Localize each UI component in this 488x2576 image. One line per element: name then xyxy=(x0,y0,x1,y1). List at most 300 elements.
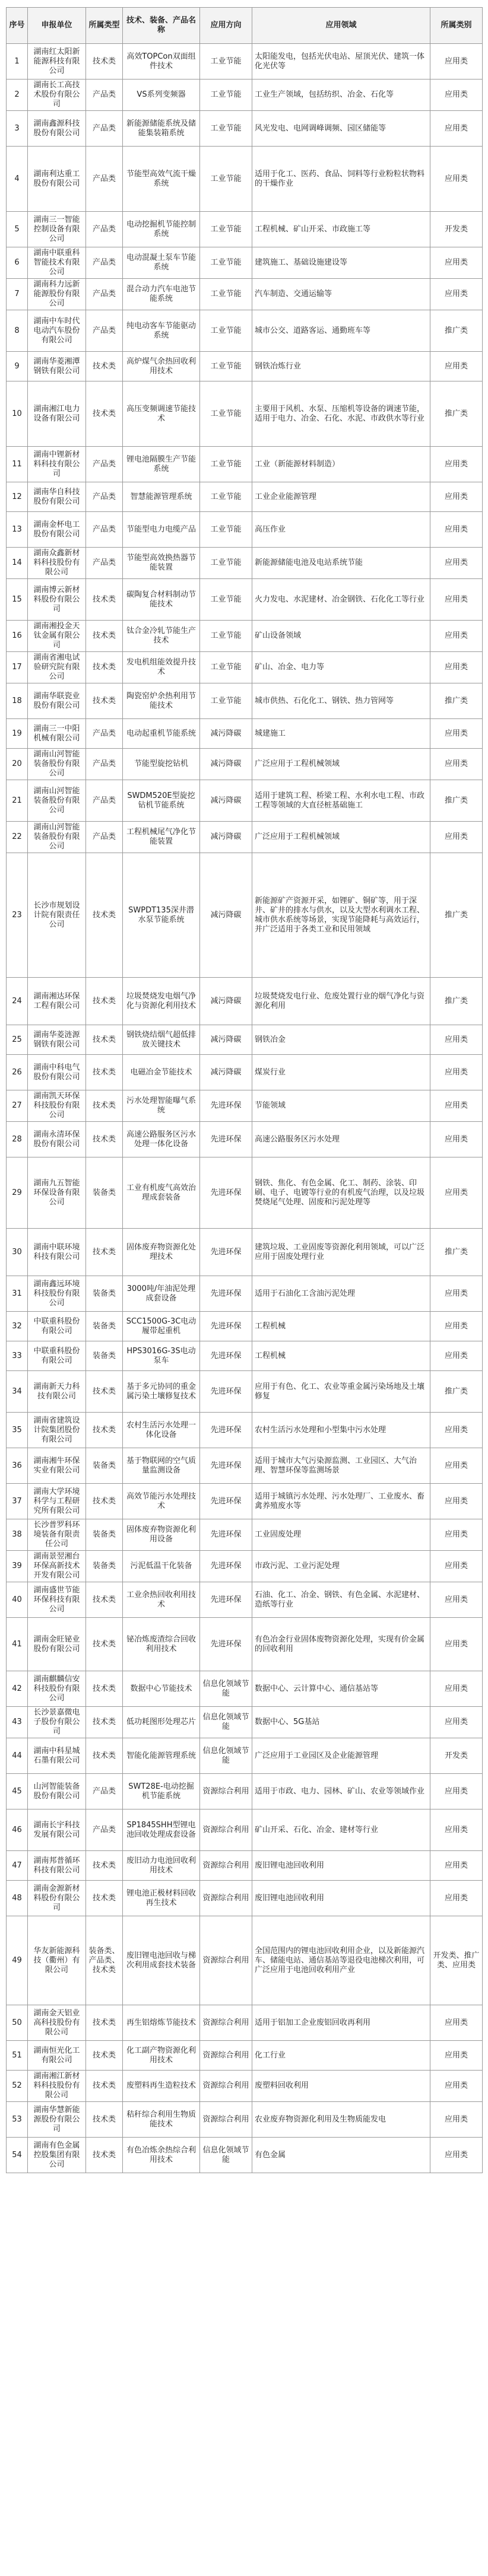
name-cell: 高炉煤气余热回收利用技术 xyxy=(123,352,200,381)
unit-cell: 中联重科股份有限公司 xyxy=(28,1341,86,1371)
name-cell: 节能型旋挖钻机 xyxy=(123,749,200,780)
direction-cell: 资源综合利用 xyxy=(200,2005,252,2041)
table-row xyxy=(7,44,483,79)
promo-cell: 应用类 xyxy=(430,352,483,381)
field-cell: 全国范围内的锂电池回收利用企业，以及新能源汽车、储能电站、通信基站等退役电池梯次利用，可广泛应用于电池回收利用产业 xyxy=(252,1916,430,2005)
seq-cell: 54 xyxy=(7,2138,28,2173)
promo-cell: 推广类 xyxy=(430,1229,483,1276)
promo-cell: 推广类 xyxy=(430,780,483,822)
name-cell: 高压变频调速节能技术 xyxy=(123,381,200,447)
field-cell: 有色冶金行业固体废物资源化处理，实现有价金属的回收利用 xyxy=(252,1618,430,1671)
name-cell: 3000吨/年油泥处理成套设备 xyxy=(123,1276,200,1312)
table-row xyxy=(7,780,483,822)
promo-cell: 推广类 xyxy=(430,683,483,719)
seq-cell: 43 xyxy=(7,1707,28,1738)
table-row xyxy=(7,1484,483,1519)
seq-cell: 44 xyxy=(7,1738,28,1774)
direction-cell: 工业节能 xyxy=(200,247,252,279)
name-cell: 有色冶炼余热综合利用技术 xyxy=(123,2138,200,2173)
direction-cell: 工业节能 xyxy=(200,512,252,548)
table-row xyxy=(7,1229,483,1276)
category-cell: 产品类 xyxy=(86,212,123,247)
direction-cell: 工业节能 xyxy=(200,111,252,147)
unit-cell: 湖南山河智能装备股份有限公司 xyxy=(28,780,86,822)
table-row xyxy=(7,822,483,853)
table-row xyxy=(7,1157,483,1229)
direction-cell: 工业节能 xyxy=(200,447,252,482)
field-cell: 太阳能发电，包括光伏电站、屋顶光伏、建筑一体化光伏等 xyxy=(252,44,430,79)
unit-cell: 中联重科股份有限公司 xyxy=(28,1312,86,1341)
seq-cell: 16 xyxy=(7,621,28,652)
field-cell: 节能领域 xyxy=(252,1090,430,1122)
table-row xyxy=(7,1448,483,1484)
seq-cell: 13 xyxy=(7,512,28,548)
category-cell: 技术类 xyxy=(86,1090,123,1122)
field-cell: 新能源储能电池及电站系统节能 xyxy=(252,548,430,579)
seq-cell: 29 xyxy=(7,1157,28,1229)
unit-cell: 湖南省湘电试验研究院有限公司 xyxy=(28,652,86,683)
category-cell: 产品类 xyxy=(86,1774,123,1809)
field-cell: 有色金属 xyxy=(252,2138,430,2173)
category-cell: 技术类 xyxy=(86,652,123,683)
seq-cell: 21 xyxy=(7,780,28,822)
unit-cell: 湖南利达重工股份有限公司 xyxy=(28,147,86,212)
seq-cell: 11 xyxy=(7,447,28,482)
promo-cell: 应用类 xyxy=(430,2071,483,2102)
category-cell: 产品类 xyxy=(86,147,123,212)
unit-cell: 湖南中联重科智能技术有限公司 xyxy=(28,247,86,279)
seq-cell: 41 xyxy=(7,1618,28,1671)
unit-cell: 湖南华菱涟源钢铁有限公司 xyxy=(28,1025,86,1055)
unit-cell: 湖南邦普循环科技有限公司 xyxy=(28,1851,86,1881)
field-cell: 新能源矿产资源开采，如锂矿、铜矿等，用于深井、矿井的排水与供水，以及大型水利调水工程、城市供水系统等场景，实现节能降耗与高效运行，并广泛适用于各类工业和民用领域 xyxy=(252,853,430,978)
field-cell: 废塑料回收利用 xyxy=(252,2071,430,2102)
field-cell: 城市公交、道路客运、通勤班车等 xyxy=(252,310,430,352)
field-cell: 工程机械 xyxy=(252,1341,430,1371)
direction-cell: 减污降碳 xyxy=(200,1055,252,1090)
seq-cell: 36 xyxy=(7,1448,28,1484)
table-row xyxy=(7,1851,483,1881)
unit-cell: 湖南麒麟信安科技股份有限公司 xyxy=(28,1671,86,1707)
table-row xyxy=(7,1582,483,1618)
table-row xyxy=(7,1341,483,1371)
category-cell: 技术类 xyxy=(86,1671,123,1707)
promo-cell: 应用类 xyxy=(430,1809,483,1851)
category-cell: 产品类 xyxy=(86,279,123,310)
field-cell: 工业（新能源材料制造） xyxy=(252,447,430,482)
field-cell: 矿山、冶金、电力等 xyxy=(252,652,430,683)
direction-cell: 信息化领域节能 xyxy=(200,1738,252,1774)
promo-cell: 应用类 xyxy=(430,1551,483,1582)
table-row xyxy=(7,310,483,352)
unit-cell: 湖南科力远新能源股份有限公司 xyxy=(28,279,86,310)
direction-cell: 先进环保 xyxy=(200,1448,252,1484)
category-cell: 产品类 xyxy=(86,548,123,579)
category-cell: 产品类 xyxy=(86,749,123,780)
table-row xyxy=(7,212,483,247)
seq-cell: 25 xyxy=(7,1025,28,1055)
name-cell: SP1845SHH型锂电池回收处理成套设备 xyxy=(123,1809,200,1851)
promo-cell: 应用类 xyxy=(430,1448,483,1484)
field-cell: 广泛应用于工程机械领域 xyxy=(252,749,430,780)
name-cell: 锂电池正极材料回收再生技术 xyxy=(123,1881,200,1916)
field-cell: 风光发电、电网调峰调频、园区储能等 xyxy=(252,111,430,147)
unit-cell: 湖南金源新材料股份有限公司 xyxy=(28,1881,86,1916)
direction-cell: 减污降碳 xyxy=(200,780,252,822)
direction-cell: 信息化领域节能 xyxy=(200,2138,252,2173)
direction-cell: 工业节能 xyxy=(200,579,252,621)
direction-cell: 先进环保 xyxy=(200,1519,252,1551)
category-cell: 技术类 xyxy=(86,1025,123,1055)
table-row xyxy=(7,447,483,482)
name-cell: 固体废弃物资源化处理技术 xyxy=(123,1229,200,1276)
promo-cell: 应用类 xyxy=(430,1851,483,1881)
seq-cell: 17 xyxy=(7,652,28,683)
table-row xyxy=(7,147,483,212)
table-row xyxy=(7,2071,483,2102)
promo-cell: 应用类 xyxy=(430,279,483,310)
name-cell: SCC1500G-3C电动履带起重机 xyxy=(123,1312,200,1341)
table-row xyxy=(7,1671,483,1707)
seq-cell: 22 xyxy=(7,822,28,853)
name-cell: 钛合金冷轧节能生产技术 xyxy=(123,621,200,652)
direction-cell: 减污降碳 xyxy=(200,1025,252,1055)
header-name: 技术、装备、产品名称 xyxy=(123,8,200,44)
seq-cell: 45 xyxy=(7,1774,28,1809)
seq-cell: 4 xyxy=(7,147,28,212)
name-cell: 锂电池隔膜生产节能系统 xyxy=(123,447,200,482)
table-row xyxy=(7,1774,483,1809)
unit-cell: 湖南中科星城石墨有限公司 xyxy=(28,1738,86,1774)
field-cell: 市政污泥、工业污泥处理 xyxy=(252,1551,430,1582)
name-cell: 废旧动力电池回收利用技术 xyxy=(123,1851,200,1881)
unit-cell: 湖南中联环境科技有限公司 xyxy=(28,1229,86,1276)
name-cell: 高效TOPCon双面组件技术 xyxy=(123,44,200,79)
direction-cell: 工业节能 xyxy=(200,381,252,447)
promo-cell: 应用类 xyxy=(430,1025,483,1055)
category-cell: 技术类 xyxy=(86,579,123,621)
category-cell: 技术类 xyxy=(86,1413,123,1448)
seq-cell: 15 xyxy=(7,579,28,621)
promo-cell: 应用类 xyxy=(430,147,483,212)
seq-cell: 26 xyxy=(7,1055,28,1090)
table-row xyxy=(7,1618,483,1671)
table-row xyxy=(7,352,483,381)
table-row xyxy=(7,79,483,111)
seq-cell: 42 xyxy=(7,1671,28,1707)
seq-cell: 34 xyxy=(7,1371,28,1413)
table-row xyxy=(7,279,483,310)
category-cell: 技术类 xyxy=(86,1582,123,1618)
name-cell: 化工副产物资源化利用技术 xyxy=(123,2041,200,2071)
promo-cell: 推广类 xyxy=(430,853,483,978)
table-row xyxy=(7,1551,483,1582)
name-cell: 高速公路服务区污水处理一体化设备 xyxy=(123,1122,200,1157)
promo-cell: 应用类 xyxy=(430,1484,483,1519)
field-cell: 适用于铝加工企业废铝回收再利用 xyxy=(252,2005,430,2041)
category-cell: 技术类 xyxy=(86,978,123,1025)
promo-cell: 应用类 xyxy=(430,1582,483,1618)
table-row xyxy=(7,978,483,1025)
seq-cell: 3 xyxy=(7,111,28,147)
field-cell: 广泛应用于工业园区及企业能源管理 xyxy=(252,1738,430,1774)
table-row xyxy=(7,749,483,780)
category-cell: 技术类 xyxy=(86,683,123,719)
unit-cell: 湖南大学环境科学与工程研究所有限公司 xyxy=(28,1484,86,1519)
field-cell: 广泛应用于工程机械领域 xyxy=(252,822,430,853)
seq-cell: 31 xyxy=(7,1276,28,1312)
category-cell: 装备类 xyxy=(86,1312,123,1341)
unit-cell: 湖南长宇科技发展有限公司 xyxy=(28,1809,86,1851)
name-cell: 再生铝熔炼节能技术 xyxy=(123,2005,200,2041)
name-cell: 电动挖掘机节能控制系统 xyxy=(123,212,200,247)
field-cell: 高速公路服务区污水处理 xyxy=(252,1122,430,1157)
header-unit: 申报单位 xyxy=(28,8,86,44)
direction-cell: 工业节能 xyxy=(200,683,252,719)
unit-cell: 湖南景翌湘台环保高新技术开发有限公司 xyxy=(28,1551,86,1582)
promo-cell: 应用类 xyxy=(430,482,483,512)
unit-cell: 湖南湘江新材料科技股份有限公司 xyxy=(28,2071,86,2102)
promo-cell: 应用类 xyxy=(430,512,483,548)
field-cell: 主要用于风机、水泵、压缩机等设备的调速节能，适用于电力、冶金、石化、水泥、市政供水等行业 xyxy=(252,381,430,447)
name-cell: SWDM520E型旋挖钻机节能系统 xyxy=(123,780,200,822)
direction-cell: 先进环保 xyxy=(200,1484,252,1519)
promo-cell: 应用类 xyxy=(430,1519,483,1551)
field-cell: 垃圾焚烧发电行业、危废处置行业的烟气净化与资源化利用 xyxy=(252,978,430,1025)
unit-cell: 湖南众鑫新材料科技股份有限公司 xyxy=(28,548,86,579)
seq-cell: 9 xyxy=(7,352,28,381)
unit-cell: 长沙景嘉微电子股份有限公司 xyxy=(28,1707,86,1738)
direction-cell: 减污降碳 xyxy=(200,853,252,978)
promo-cell: 应用类 xyxy=(430,1671,483,1707)
direction-cell: 工业节能 xyxy=(200,147,252,212)
field-cell: 建筑垃圾、工业固废等资源化利用领域，可以广泛应用于固废处理行业 xyxy=(252,1229,430,1276)
table-row xyxy=(7,1707,483,1738)
seq-cell: 30 xyxy=(7,1229,28,1276)
seq-cell: 38 xyxy=(7,1519,28,1551)
seq-cell: 52 xyxy=(7,2071,28,2102)
category-cell: 技术类 xyxy=(86,381,123,447)
table-row xyxy=(7,1809,483,1851)
promo-cell: 开发类 xyxy=(430,1738,483,1774)
category-cell: 技术类 xyxy=(86,1851,123,1881)
name-cell: 基于物联网的空气质量监测设备 xyxy=(123,1448,200,1484)
promo-cell: 开发类、推广类、应用类 xyxy=(430,1916,483,2005)
unit-cell: 湖南三一智能控制设备有限公司 xyxy=(28,212,86,247)
name-cell: 固体废弃物资源化利用设备 xyxy=(123,1519,200,1551)
table-row xyxy=(7,247,483,279)
seq-cell: 39 xyxy=(7,1551,28,1582)
direction-cell: 工业节能 xyxy=(200,352,252,381)
direction-cell: 资源综合利用 xyxy=(200,1774,252,1809)
field-cell: 适用于化工、医药、食品、饲料等行业粉粒状物料的干燥作业 xyxy=(252,147,430,212)
table-row xyxy=(7,621,483,652)
category-cell: 技术类 xyxy=(86,2005,123,2041)
seq-cell: 51 xyxy=(7,2041,28,2071)
unit-cell: 湖南三一中阳机械有限公司 xyxy=(28,719,86,749)
category-cell: 产品类 xyxy=(86,512,123,548)
seq-cell: 40 xyxy=(7,1582,28,1618)
promo-cell: 应用类 xyxy=(430,822,483,853)
field-cell: 城建施工 xyxy=(252,719,430,749)
name-cell: 节能型高效换热器节能装置 xyxy=(123,548,200,579)
field-cell: 石油、化工、冶金、钢铁、有色金属、水泥建材、造纸等行业 xyxy=(252,1582,430,1618)
direction-cell: 工业节能 xyxy=(200,279,252,310)
unit-cell: 湖南鑫远环境科技股份有限公司 xyxy=(28,1276,86,1312)
header-promo: 所属类别 xyxy=(430,8,483,44)
unit-cell: 湖南恒光化工有限公司 xyxy=(28,2041,86,2071)
unit-cell: 湖南中锂新材料科技有限公司 xyxy=(28,447,86,482)
promo-cell: 应用类 xyxy=(430,1341,483,1371)
unit-cell: 湖南华自科技股份有限公司 xyxy=(28,482,86,512)
direction-cell: 先进环保 xyxy=(200,1276,252,1312)
unit-cell: 湖南凯天环保科技股份有限公司 xyxy=(28,1090,86,1122)
unit-cell: 湖南博云新材料股份有限公司 xyxy=(28,579,86,621)
table-row xyxy=(7,1122,483,1157)
promo-cell: 应用类 xyxy=(430,1276,483,1312)
category-cell: 产品类 xyxy=(86,1809,123,1851)
field-cell: 农村生活污水处理和小型集中污水处理 xyxy=(252,1413,430,1448)
name-cell: 数据中心节能技术 xyxy=(123,1671,200,1707)
category-cell: 技术类 xyxy=(86,1122,123,1157)
direction-cell: 减污降碳 xyxy=(200,978,252,1025)
name-cell: 电动起重机节能系统 xyxy=(123,719,200,749)
seq-cell: 27 xyxy=(7,1090,28,1122)
name-cell: SWT28E-电动挖掘机节能系统 xyxy=(123,1774,200,1809)
field-cell: 数据中心、云计算中心、通信基站等 xyxy=(252,1671,430,1707)
field-cell: 钢铁、焦化、有色金属、化工、制药、涂装、印刷、电子、电镀等行业的有机废气治理，以及垃圾焚烧尾气处理、固废和污泥处理等 xyxy=(252,1157,430,1229)
field-cell: 高压作业 xyxy=(252,512,430,548)
direction-cell: 减污降碳 xyxy=(200,822,252,853)
header-category: 所属类型 xyxy=(86,8,123,44)
category-cell: 技术类 xyxy=(86,2041,123,2071)
seq-cell: 7 xyxy=(7,279,28,310)
field-cell: 适用于城镇污水处理、污水处理厂、工业废水、畜禽养殖废水等 xyxy=(252,1484,430,1519)
category-cell: 装备类 xyxy=(86,1448,123,1484)
promo-cell: 应用类 xyxy=(430,1122,483,1157)
promo-cell: 应用类 xyxy=(430,1774,483,1809)
promo-cell: 应用类 xyxy=(430,548,483,579)
direction-cell: 先进环保 xyxy=(200,1371,252,1413)
category-cell: 技术类 xyxy=(86,1738,123,1774)
seq-cell: 37 xyxy=(7,1484,28,1519)
name-cell: 节能型电力电缆产品 xyxy=(123,512,200,548)
seq-cell: 28 xyxy=(7,1122,28,1157)
seq-cell: 10 xyxy=(7,381,28,447)
promo-cell: 应用类 xyxy=(430,1090,483,1122)
field-cell: 应用于有色、化工、农业等重金属污染场地及土壤修复 xyxy=(252,1371,430,1413)
header-direction: 应用方向 xyxy=(200,8,252,44)
header-seq: 序号 xyxy=(7,8,28,44)
field-cell: 适用于市政、电力、园林、矿山、农业等领域作业 xyxy=(252,1774,430,1809)
seq-cell: 32 xyxy=(7,1312,28,1341)
promo-cell: 推广类 xyxy=(430,381,483,447)
name-cell: 智慧能源管理系统 xyxy=(123,482,200,512)
category-cell: 装备类 xyxy=(86,1157,123,1229)
category-cell: 技术类 xyxy=(86,853,123,978)
direction-cell: 工业节能 xyxy=(200,44,252,79)
table-row xyxy=(7,1276,483,1312)
category-cell: 技术类 xyxy=(86,1707,123,1738)
field-cell: 钢铁冶炼行业 xyxy=(252,352,430,381)
seq-cell: 12 xyxy=(7,482,28,512)
table-row xyxy=(7,1090,483,1122)
name-cell: 废旧锂电池回收与梯次利用成套技术装备 xyxy=(123,1916,200,2005)
unit-cell: 湖南金天铝业高科技股份有限公司 xyxy=(28,2005,86,2041)
unit-cell: 湖南长工高技术股份有限公司 xyxy=(28,79,86,111)
direction-cell: 工业节能 xyxy=(200,548,252,579)
field-cell: 工程机械、矿山开采、市政施工等 xyxy=(252,212,430,247)
table-row xyxy=(7,1025,483,1055)
seq-cell: 8 xyxy=(7,310,28,352)
field-cell: 废旧锂电池回收利用 xyxy=(252,1881,430,1916)
name-cell: 高效节能污水处理技术 xyxy=(123,1484,200,1519)
name-cell: 农村生活污水处理一体化设备 xyxy=(123,1413,200,1448)
field-cell: 废旧锂电池回收利用 xyxy=(252,1851,430,1881)
category-cell: 产品类 xyxy=(86,111,123,147)
name-cell: 混合动力汽车电池节能系统 xyxy=(123,279,200,310)
direction-cell: 工业节能 xyxy=(200,310,252,352)
promo-cell: 应用类 xyxy=(430,579,483,621)
promo-cell: 应用类 xyxy=(430,2102,483,2138)
name-cell: 废塑料再生造粒技术 xyxy=(123,2071,200,2102)
unit-cell: 湖南华慧新能源股份有限公司 xyxy=(28,2102,86,2138)
promo-cell: 应用类 xyxy=(430,621,483,652)
promo-cell: 推广类 xyxy=(430,1371,483,1413)
seq-cell: 6 xyxy=(7,247,28,279)
direction-cell: 工业节能 xyxy=(200,482,252,512)
unit-cell: 湖南湘牛环保实业有限公司 xyxy=(28,1448,86,1484)
direction-cell: 工业节能 xyxy=(200,652,252,683)
field-cell: 矿山开采、石化、冶金、建材等行业 xyxy=(252,1809,430,1851)
field-cell: 火力发电、水泥建材、冶金钢铁、石化化工等行业 xyxy=(252,579,430,621)
unit-cell: 湖南山河智能装备股份有限公司 xyxy=(28,749,86,780)
seq-cell: 23 xyxy=(7,853,28,978)
direction-cell: 减污降碳 xyxy=(200,719,252,749)
table-row xyxy=(7,482,483,512)
direction-cell: 资源综合利用 xyxy=(200,1809,252,1851)
direction-cell: 先进环保 xyxy=(200,1122,252,1157)
promo-cell: 应用类 xyxy=(430,652,483,683)
direction-cell: 工业节能 xyxy=(200,621,252,652)
name-cell: 碳陶复合材料制动节能技术 xyxy=(123,579,200,621)
seq-cell: 1 xyxy=(7,44,28,79)
field-cell: 工业企业能源管理 xyxy=(252,482,430,512)
seq-cell: 24 xyxy=(7,978,28,1025)
seq-cell: 48 xyxy=(7,1881,28,1916)
promo-cell: 应用类 xyxy=(430,247,483,279)
unit-cell: 湖南金旺铋业股份有限公司 xyxy=(28,1618,86,1671)
category-cell: 装备类、产品类、技术类 xyxy=(86,1916,123,2005)
name-cell: 发电机组能效提升技术 xyxy=(123,652,200,683)
direction-cell: 先进环保 xyxy=(200,1618,252,1671)
category-cell: 装备类 xyxy=(86,1551,123,1582)
seq-cell: 35 xyxy=(7,1413,28,1448)
unit-cell: 长沙普罗科环境装备有限责任公司 xyxy=(28,1519,86,1551)
table-header-row xyxy=(7,8,483,44)
field-cell: 化工行业 xyxy=(252,2041,430,2071)
category-cell: 产品类 xyxy=(86,310,123,352)
table-row xyxy=(7,1881,483,1916)
field-cell: 数据中心、5G基站 xyxy=(252,1707,430,1738)
unit-cell: 湖南中车时代电动汽车股份有限公司 xyxy=(28,310,86,352)
promo-cell: 应用类 xyxy=(430,2138,483,2173)
seq-cell: 49 xyxy=(7,1916,28,2005)
category-cell: 技术类 xyxy=(86,621,123,652)
promo-cell: 应用类 xyxy=(430,44,483,79)
category-cell: 技术类 xyxy=(86,1484,123,1519)
direction-cell: 资源综合利用 xyxy=(200,1916,252,2005)
